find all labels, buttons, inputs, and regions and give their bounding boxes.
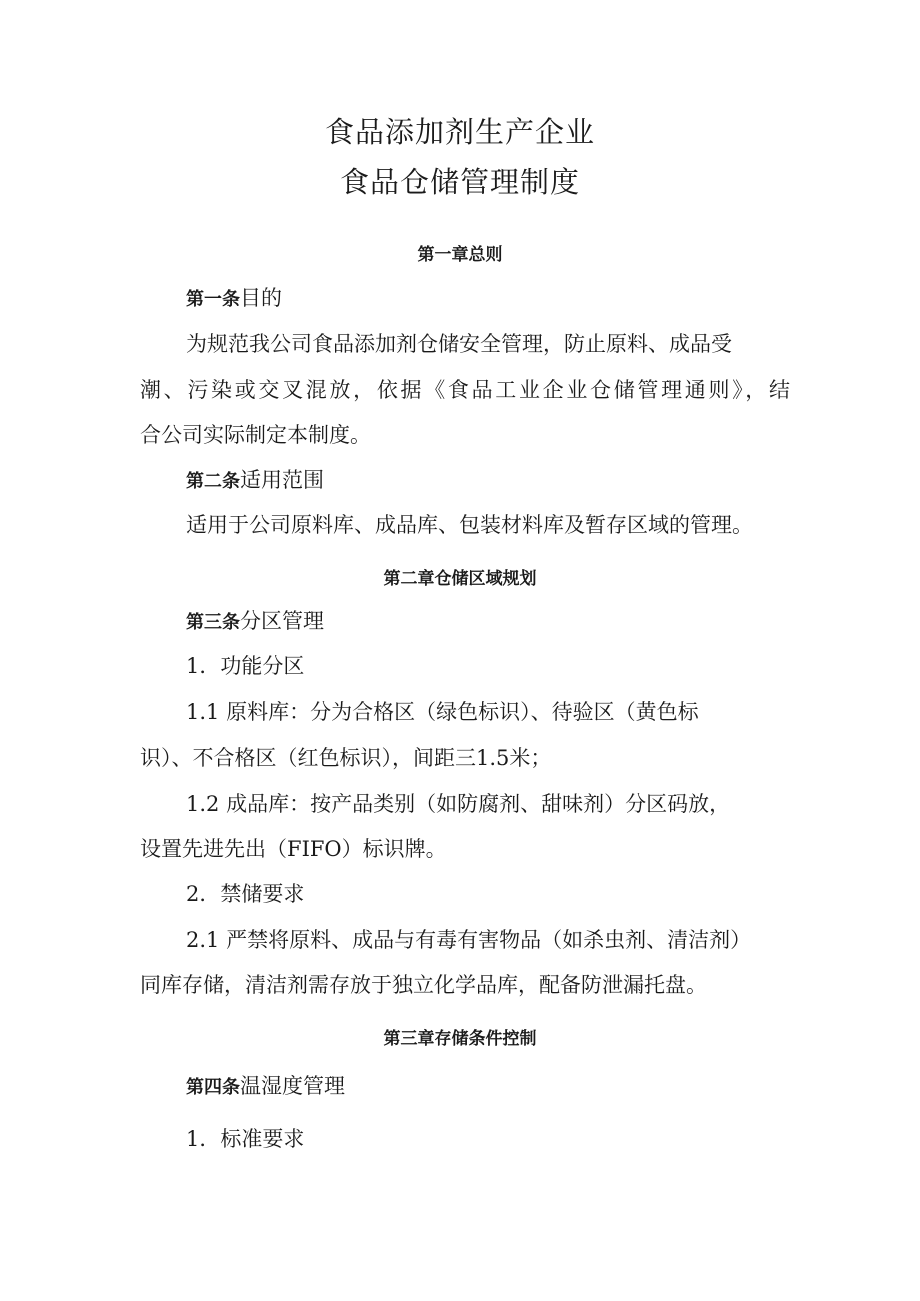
document-title-line2: 食品仓储管理制度 — [339, 165, 580, 199]
article4-label: 第四条 — [186, 1077, 240, 1098]
article3-heading — [186, 606, 836, 638]
chapter1-heading: 第一章总则 — [417, 245, 503, 265]
chapter3-heading: 第三章存储条件控制 — [383, 1029, 537, 1049]
item-1-2-line: 1.2 成品库：按产品类别（如防腐剂、甜味剂）分区码放， — [186, 792, 731, 816]
item-1-1-line: 1.1 原料库：分为合格区（绿色标识）、待验区（黄色标 — [186, 700, 699, 724]
article2-label: 第二条 — [186, 471, 240, 492]
article2-text-line: 适用于公司原料库、成品库、包装材料库及暂存区域的管理。 — [186, 513, 753, 537]
item-2-1-line: 同库存储，清洁剂需存放于独立化学品库，配备防泄漏托盘。 — [140, 973, 707, 997]
article1-text-line: 合公司实际制定本制度。 — [140, 423, 371, 447]
document-title-line1: 食品添加剂生产企业 — [324, 115, 595, 149]
article2-heading — [186, 465, 836, 497]
item-1-standard-requirements: 1．标准要求 — [186, 1127, 305, 1151]
article1-text-line: 潮、污染或交叉混放，依据《食品工业企业仓储管理通则》，结 — [140, 378, 790, 402]
chapter2-heading: 第二章仓储区域规划 — [383, 569, 537, 589]
item-1-2-line: 设置先进先出（FIFO）标识牌。 — [140, 837, 447, 861]
item-2-1-line: 2.1 严禁将原料、成品与有毒有害物品（如杀虫剂、清洁剂） — [186, 928, 752, 952]
article1-title: 目的 — [240, 286, 282, 310]
article1-text-line: 为规范我公司食品添加剂仓储安全管理，防止原料、成品受 — [186, 332, 732, 356]
article1-heading — [186, 283, 836, 315]
article4-heading — [186, 1071, 836, 1103]
article2-title: 适用范围 — [240, 468, 324, 492]
article3-label: 第三条 — [186, 612, 240, 633]
article1-label: 第一条 — [186, 289, 240, 310]
item-1-functional-zoning: 1．功能分区 — [186, 654, 305, 678]
item-1-1-line: 识）、不合格区（红色标识），间距三1.5米； — [140, 746, 552, 770]
article4-title: 温湿度管理 — [240, 1074, 345, 1098]
item-2-storage-prohibitions: 2．禁储要求 — [186, 882, 305, 906]
article3-title: 分区管理 — [240, 609, 324, 633]
